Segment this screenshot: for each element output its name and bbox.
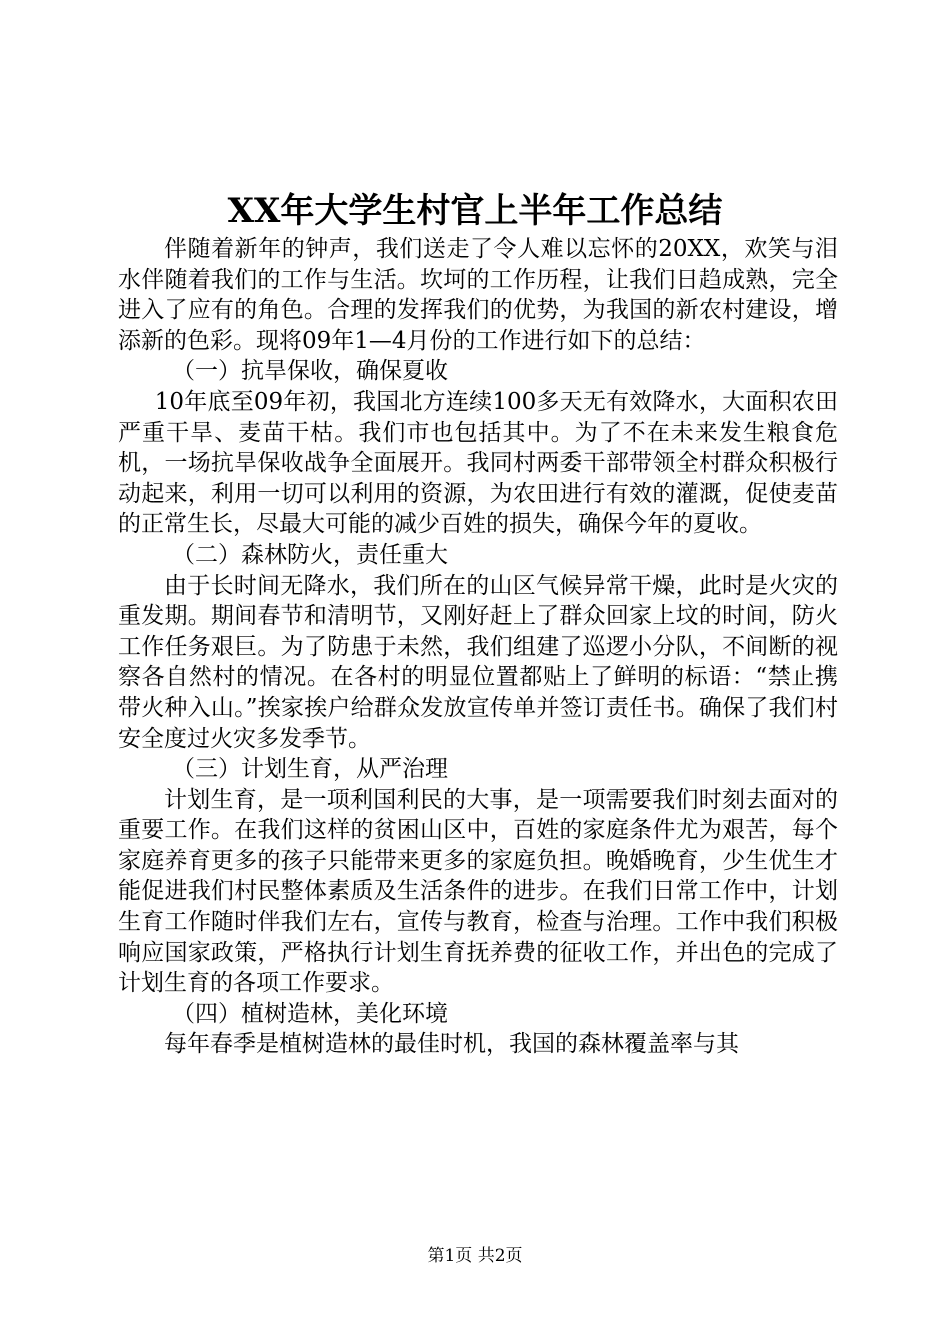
section-heading-3: （三）计划生育，从严治理 <box>172 756 448 783</box>
page-number-footer: 第1页 共2页 <box>427 1246 523 1266</box>
section-heading-2: （二）森林防火，责任重大 <box>172 541 448 568</box>
section-paragraph-4: 每年春季是植树造林的最佳时机，我国的森林覆盖率与其 <box>164 1031 739 1058</box>
document-body <box>118 234 838 1060</box>
section-heading-4: （四）植树造林，美化环境 <box>172 1000 448 1027</box>
section-heading-1: （一）抗旱保收，确保夏收 <box>172 358 448 385</box>
section-paragraph-1: 10年底至09年初，我国北方连续100多天无有效降水，大面积农田严重干旱、麦苗干枯。我们市也包括其中。为了不在未来发生粮食危机，一场抗旱保收战争全面展开。我同村两委干部带领全村群众积极行动起来，利用一切可以利用的资源，为农田进行有效的灌溉，促使麦苗的正常生长，尽最大可能的减少百姓的损失，确保今年的夏收。 <box>118 388 838 538</box>
document-title: XX年大学生村官上半年工作总结 <box>227 191 723 231</box>
section-paragraph-2: 由于长时间无降水，我们所在的山区气候异常干燥，此时是火灾的重发期。期间春节和清明节，又刚好赶上了群众回家上坟的时间，防火工作任务艰巨。为了防患于未然，我们组建了巡逻小分队，不间断的视察各自然村的情况。在各村的明显位置都贴上了鲜明的标语：“禁止携带火种入山。”挨家挨户给群众发放宣传单并签订责任书。确保了我们村安全度过火灾多发季节。 <box>118 572 838 752</box>
intro-paragraph: 伴随着新年的钟声，我们送走了令人难以忘怀的20XX，欢笑与泪水伴随着我们的工作与生活。坎坷的工作历程，让我们日趋成熟，完全进入了应有的角色。合理的发挥我们的优势，为我国的新农村建设，增添新的色彩。现将09年1—4月份的工作进行如下的总结： <box>118 236 838 354</box>
section-paragraph-3: 计划生育，是一项利国利民的大事，是一项需要我们时刻去面对的重要工作。在我们这样的贫困山区中，百姓的家庭条件尤为艰苦，每个家庭养育更多的孩子只能带来更多的家庭负担。晚婚晚育，少生优生才能促进我们村民整体素质及生活条件的进步。在我们日常工作中，计划生育工作随时伴我们左右，宣传与教育，检查与治理。工作中我们积极响应国家政策，严格执行计划生育抚养费的征收工作，并出色的完成了计划生育的各项工作要求。 <box>118 786 838 997</box>
